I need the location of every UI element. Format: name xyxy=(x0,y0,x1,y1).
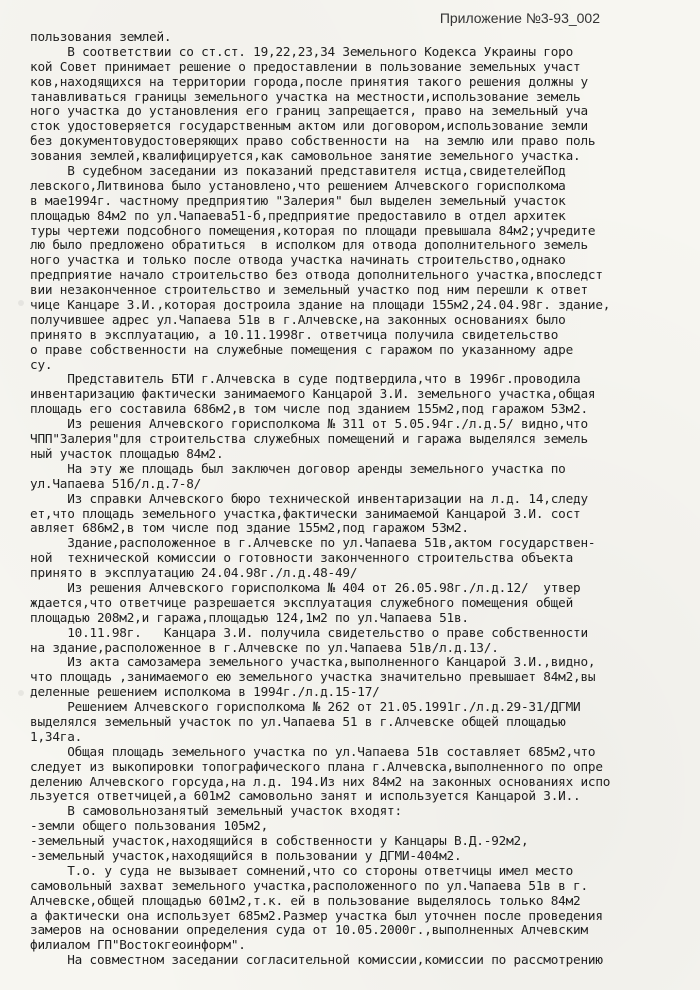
document-line: -земельный участок,находящийся в собственности у Канцары В.Д.-92м2, xyxy=(30,834,529,849)
document-line: без документовудостоверяющих право собственности на на землю или право поль xyxy=(30,134,596,149)
document-line: в мае1994г. частному предприятию "Залерия" был выделен земельный участок xyxy=(30,193,566,208)
document-body xyxy=(30,30,670,968)
document-line: Решением Алчевского горисполкома № 262 от 21.05.1991г./л.д.29-31/ДГМИ xyxy=(30,700,581,715)
document-line: Из решения Алчевского горисполкома № 311 от 5.05.94г./л.д.5/ видно,что xyxy=(30,417,588,432)
document-line: что площадь ,занимаемого ею земельного участка значительно превышает 84м2,вы xyxy=(30,670,596,685)
document-line: пользования землей. xyxy=(30,30,172,44)
document-line: ный участок площадью 84м2. xyxy=(30,446,224,461)
document-line: площадь его составила 686м2,в том числе под зданием 155м2,под гаражом 53м2. xyxy=(30,402,588,417)
document-line: предприятие начало строительство без отвода дополнительного участка,впоследст xyxy=(30,268,603,283)
punch-hole-mark xyxy=(18,300,24,306)
document-line: чице Канцаре З.И.,которая достроила здание на площади 155м2,24.04.98г. здание, xyxy=(30,298,611,313)
document-line: В соответствии со ст.ст. 19,22,23,34 Земельного Кодекса Украины горо xyxy=(30,44,574,59)
document-line: ного участка и только после отвода участка начинать строительство,однако xyxy=(30,253,566,268)
document-line: 10.11.98г. Канцара З.И. получила свидетельство о праве собственности xyxy=(30,625,588,640)
document-line: туры чертежи подсобного помещения,которая по площади превышала 84м2;учредите xyxy=(30,223,596,238)
document-line: На совместном заседании согласительной комиссии,комиссии по рассмотрению xyxy=(30,953,603,968)
document-line: В самовольнозанятый земельный участок входят: xyxy=(30,804,402,819)
document-line: Алчевске,общей площадью 601м2,т.к. ей в пользование выделялось только 84м2 xyxy=(30,893,581,908)
document-line: самовольный захват земельного участка,расположенного по ул.Чапаева 51в в г. xyxy=(30,878,588,893)
document-line: выделялся земельный участок по ул.Чапаева 51 в г.Алчевске общей площадью xyxy=(30,714,566,729)
document-line: ЧПП"Залерия"для строительства служебных помещений и гаража выделялся земель xyxy=(30,432,588,447)
document-line: В судебном заседании из показаний представителя истца,свидетелейПод xyxy=(30,164,566,179)
document-line: а фактически она использует 685м2.Размер участка был уточнен после проведения xyxy=(30,908,603,923)
document-line: левского,Литвинова было установлено,что решением Алчевского горисполкома xyxy=(30,178,566,193)
document-line: ул.Чапаева 51б/л.д.7-8/ xyxy=(30,476,202,491)
document-line: зования землей,квалифицируется,как самовольное занятие земельного участка. xyxy=(30,149,581,164)
document-line: делению Алчевского горсуда,на л.д. 194.Из них 84м2 на законных основаниях испо xyxy=(30,774,611,789)
document-line: кой Совет принимает решение о предоставлении в пользование земельных участ xyxy=(30,59,581,74)
document-line: следует из выкопировки топографического плана г.Алчевска,выполненного по опре xyxy=(30,759,603,774)
document-line: Общая площадь земельного участка по ул.Чапаева 51в составляет 685м2,что xyxy=(30,744,596,759)
document-line: Из решения Алчевского горисполкома № 404 от 26.05.98г./л.д.12/ утвер xyxy=(30,580,581,595)
document-line: замеров на основании определения суда от 10.05.2000г.,выполненных Алчевским xyxy=(30,923,588,938)
document-line: вии незаконченное строительство и земельный участко под ним перешли к ответ xyxy=(30,283,588,298)
document-line: На эту же площадь был заключен договор аренды земельного участка по xyxy=(30,461,566,476)
document-line: деленные решением исполкома в 1994г./л.д.15-17/ xyxy=(30,685,380,700)
document-line: -земельный участок,находящийся в пользовании у ДГМИ-404м2. xyxy=(30,848,462,863)
document-line: Здание,расположенное в г.Алчевске по ул.Чапаева 51в,актом государствен- xyxy=(30,536,596,551)
document-line: ждается,что ответчице разрешается эксплуатация служебного помещения общей xyxy=(30,595,574,610)
document-line: Представитель БТИ г.Алчевска в суде подтвердила,что в 1996г.проводила xyxy=(30,372,581,387)
document-line: о праве собственности на служебные помещения с гаражом по указанному адре xyxy=(30,342,574,357)
document-line: Из акта самозамера земельного участка,выполненного Канцарой З.И.,видно, xyxy=(30,655,596,670)
document-line: Из справки Алчевского бюро технической инвентаризации на л.д. 14,следу xyxy=(30,491,588,506)
document-line: су. xyxy=(30,357,53,372)
document-line: инвентаризацию фактически занимаемого Канцарой З.И. земельного участка,общая xyxy=(30,387,596,402)
document-line: 1,34га. xyxy=(30,729,83,744)
document-line: авляет 686м2,в том числе под здание 155м2,под гаражом 53м2. xyxy=(30,521,469,536)
document-line: -земли общего пользования 105м2, xyxy=(30,819,269,834)
document-line: на здание,расположенное в г.Алчевске по ул.Чапаева 51в/л.д.13/. xyxy=(30,640,499,655)
document-line: площадью 84м2 по ул.Чапаева51-б,предприятие предоставило в отдел архитек xyxy=(30,208,566,223)
document-line: принято в эксплуатацию, а 10.11.1998г. ответчица получила свидетельство xyxy=(30,327,559,342)
document-line: ного участка до установления его границ запрещается, право на земельный уча xyxy=(30,104,588,119)
document-line: лю было предложено обратиться в исполком для отвода дополнительного земель xyxy=(30,238,588,253)
document-line: ков,находящихся на территории города,после принятия такого решения должны у xyxy=(30,74,588,89)
document-line: ной технической комиссии о готовности законченного строительства объекта xyxy=(30,551,574,566)
document-line: филиалом ГП"Востокгеоинформ". xyxy=(30,938,246,953)
document-line: площадью 208м2,и гаража,площадью 124,1м2 по ул.Чапаева 51в. xyxy=(30,610,469,625)
document-line: сток удостоверяется государственным актом или договором,использование земли xyxy=(30,119,588,134)
appendix-label: Приложение №3-93_002 xyxy=(439,10,600,26)
document-line: принято в эксплуатацию 24.04.98г./л.д.48-49/ xyxy=(30,566,358,581)
document-line: получившее адрес ул.Чапаева 51в в г.Алчевске,на законных основаниях было xyxy=(30,312,566,327)
punch-hole-mark xyxy=(18,690,24,696)
document-line: ет,что площадь земельного участка,фактически занимаемой Канцарой З.И. сост xyxy=(30,506,581,521)
document-line: танавливаться границы земельного участка на местности,использование земель xyxy=(30,89,581,104)
document-line: Т.о. у суда не вызывает сомнений,что со стороны ответчицы имел место xyxy=(30,863,574,878)
document-line: льзуется ответчицей,а 601м2 самовольно занят и используется Канцарой З.И.. xyxy=(30,789,581,804)
